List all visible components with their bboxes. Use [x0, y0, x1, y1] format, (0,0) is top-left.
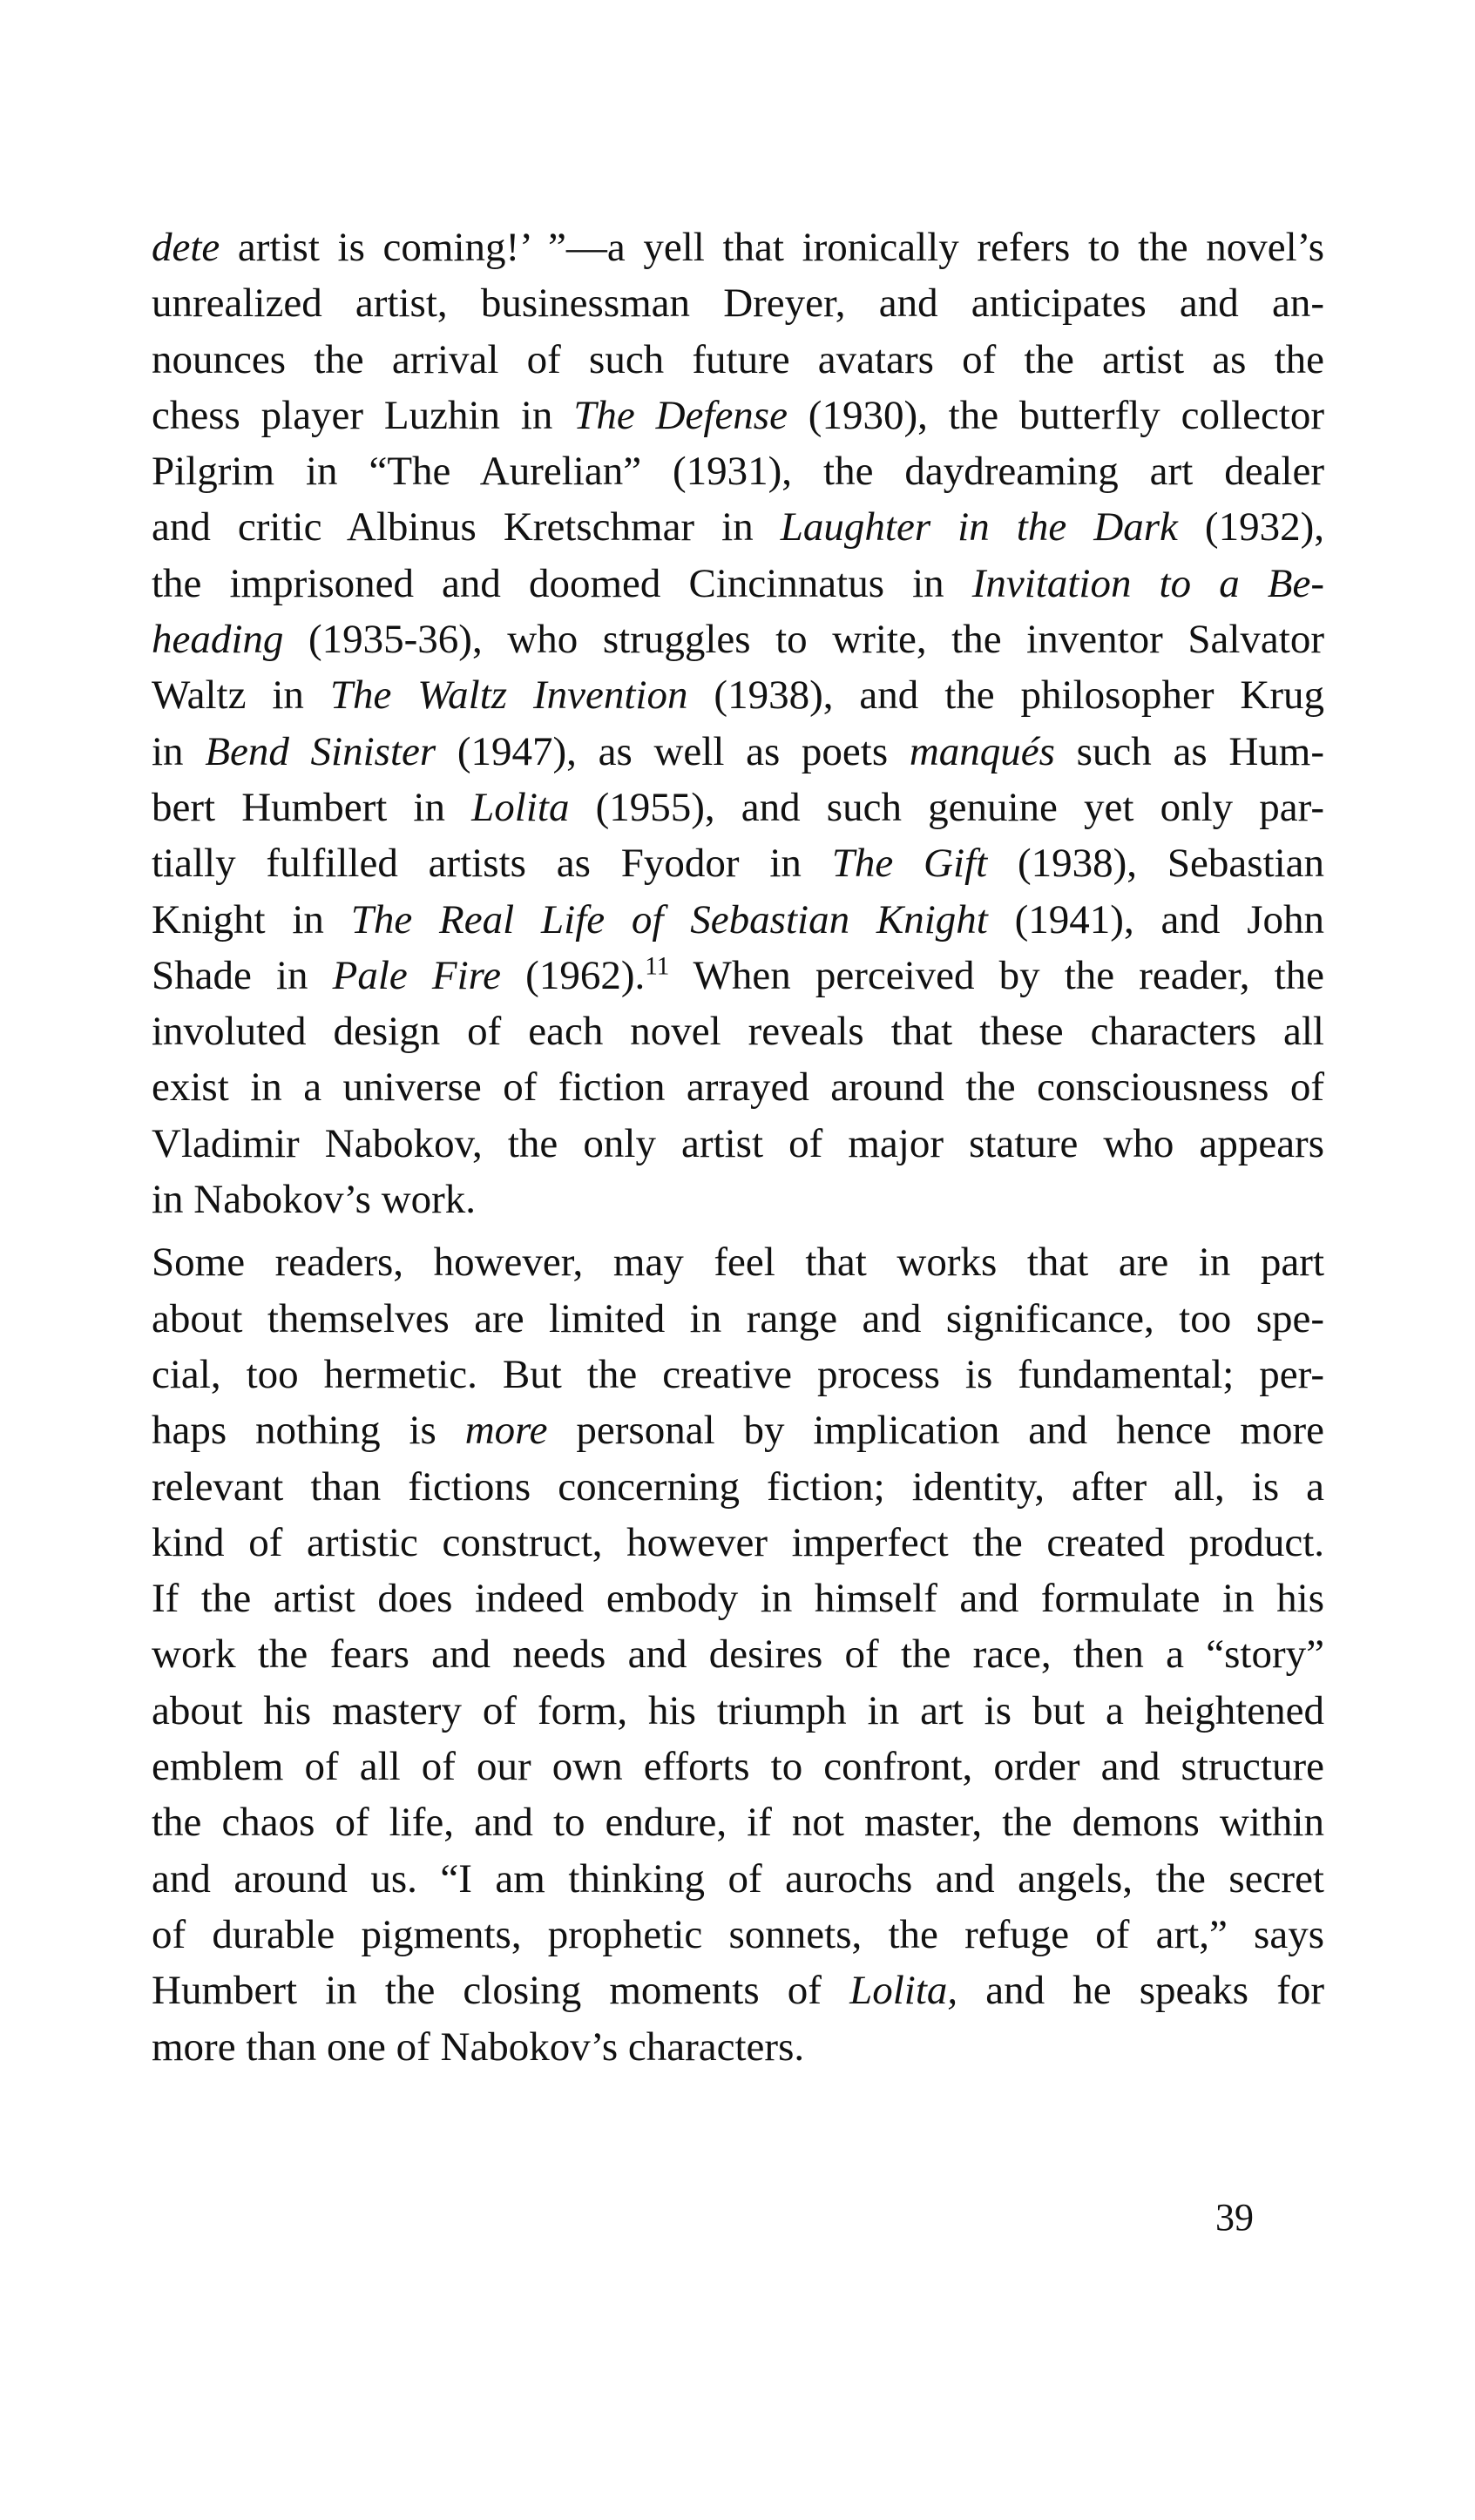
text-line	[152, 1234, 1324, 1290]
text-span: Knight in	[152, 896, 351, 942]
text-span: about themselves are limited in range and significance, too spe-	[152, 1295, 1324, 1341]
text-span: (1962).	[501, 952, 646, 998]
text-line	[152, 556, 1324, 611]
italic-text: more	[464, 1408, 548, 1454]
text-line	[152, 1059, 1324, 1115]
text-line	[152, 1794, 1324, 1850]
book-title: Pale Fire	[332, 952, 502, 998]
text-line	[152, 780, 1324, 835]
text-line	[152, 332, 1324, 388]
book-title: The Waltz Invention	[329, 672, 688, 719]
text-line	[152, 1571, 1324, 1626]
text-line	[152, 499, 1324, 555]
text-span: and around us. “I am thinking of aurochs and angels, the secret	[152, 1855, 1324, 1902]
text-span: kind of artistic construct, however imperfect the created product.	[152, 1519, 1324, 1565]
italic-text: dete	[152, 225, 220, 270]
text-span: (1935-36), who struggles to write, the inventor Salvator	[283, 617, 1324, 663]
book-title: The Defense	[573, 392, 788, 438]
book-title: Lolita,	[849, 1968, 958, 2014]
text-line	[152, 1963, 1324, 2018]
text-line	[152, 724, 1324, 780]
text-span: exist in a universe of fiction arrayed around the consciousness of	[152, 1064, 1324, 1111]
text-line	[152, 611, 1324, 667]
text-line	[152, 1626, 1324, 1682]
text-span: Some readers, however, may feel that works that are in part	[152, 1240, 1324, 1286]
text-span: in	[152, 728, 206, 774]
text-span: and critic Albinus Kretschmar in	[152, 504, 781, 551]
text-line	[152, 1739, 1324, 1794]
text-span: work the fears and needs and desires of the race, then a “story”	[152, 1632, 1324, 1678]
text-span: bert Humbert in	[152, 784, 472, 830]
text-span: and he speaks for	[957, 1968, 1325, 2014]
text-span: Pilgrim in “The Aurelian” (1931), the daydreaming art dealer	[152, 449, 1324, 495]
text-span: such as Hum-	[1054, 728, 1324, 774]
italic-text: manqués	[909, 728, 1055, 774]
text-line	[152, 2019, 1324, 2075]
text-span: (1938), and the philosopher Krug	[687, 672, 1324, 719]
text-line	[152, 1459, 1324, 1515]
paragraph-2	[152, 1234, 1324, 2074]
book-title: The Gift	[831, 841, 988, 887]
text-line	[152, 1851, 1324, 1907]
text-span: chess player Luzhin in	[152, 392, 574, 438]
text-line	[152, 1402, 1324, 1458]
text-span: Humbert in the closing moments of	[152, 1968, 850, 2014]
text-span: Waltz in	[152, 672, 330, 719]
book-title: Invitation to a Be-	[971, 560, 1324, 606]
text-span: artist is coming!’ ”—a yell that ironically refers to the novel’s	[220, 225, 1324, 270]
text-line	[152, 388, 1324, 443]
book-title: The Real Life of Sebastian Knight	[350, 896, 988, 942]
text-span: more than one of Nabokov’s characters.	[152, 2023, 805, 2070]
text-line	[152, 220, 1324, 275]
text-span: (1932),	[1177, 504, 1324, 551]
book-title: heading	[152, 617, 284, 663]
text-line	[152, 1907, 1324, 1963]
text-span: personal by implication and hence more	[547, 1408, 1324, 1454]
text-span: (1930), the butterfly collector	[787, 392, 1325, 438]
footnote-marker: 11	[645, 952, 670, 981]
text-line	[152, 892, 1324, 948]
text-line	[152, 1116, 1324, 1172]
text-span: in Nabokov’s work.	[152, 1177, 477, 1223]
text-span: about his mastery of form, his triumph in art is but a heightened	[152, 1687, 1324, 1733]
text-line	[152, 443, 1324, 499]
book-title: Lolita	[471, 784, 570, 830]
text-line	[152, 275, 1324, 331]
book-title: Laughter in the Dark	[780, 504, 1178, 551]
text-span: haps nothing is	[152, 1408, 465, 1454]
text-line	[152, 667, 1324, 723]
text-span: Shade in	[152, 952, 333, 998]
text-span: Vladimir Nabokov, the only artist of major stature who appears	[152, 1120, 1324, 1166]
paragraph-1	[152, 220, 1324, 1227]
text-span: (1955), and such genuine yet only par-	[569, 784, 1325, 830]
text-line	[152, 1683, 1324, 1739]
text-span: involuted design of each novel reveals that these characters all	[152, 1009, 1324, 1055]
text-span: (1938), Sebastian	[987, 841, 1325, 887]
text-span: When perceived by the reader, the	[669, 952, 1325, 998]
text-span: the chaos of life, and to endure, if not master, the demons within	[152, 1800, 1324, 1846]
text-span: (1947), as well as poets	[436, 728, 910, 774]
text-span: emblem of all of our own efforts to confront, order and structure	[152, 1744, 1324, 1790]
book-title: Bend Sinister	[205, 728, 436, 774]
text-span: If the artist does indeed embody in himself and formulate in his	[152, 1576, 1324, 1622]
text-span: unrealized artist, businessman Dreyer, and anticipates and an-	[152, 280, 1324, 327]
text-line	[152, 1003, 1324, 1059]
text-span: of durable pigments, prophetic sonnets, the refuge of art,” says	[152, 1911, 1324, 1957]
text-line	[152, 1172, 1324, 1227]
text-span: tially fulfilled artists as Fyodor in	[152, 841, 832, 887]
text-span: relevant than fictions concerning fiction; identity, after all, is a	[152, 1463, 1324, 1510]
body-text	[152, 220, 1324, 2075]
text-span: cial, too hermetic. But the creative process is fundamental; per-	[152, 1351, 1324, 1397]
text-line	[152, 1291, 1324, 1347]
text-line	[152, 1347, 1324, 1402]
text-span: nounces the arrival of such future avatars of the artist as the	[152, 336, 1324, 382]
text-span: (1941), and John	[987, 896, 1324, 942]
text-line	[152, 948, 1324, 1003]
text-span: the imprisoned and doomed Cincinnatus in	[152, 560, 972, 606]
paragraph-gap	[152, 1227, 1324, 1234]
text-line	[152, 835, 1324, 891]
page-number: 39	[1215, 2196, 1254, 2239]
text-line	[152, 1515, 1324, 1571]
